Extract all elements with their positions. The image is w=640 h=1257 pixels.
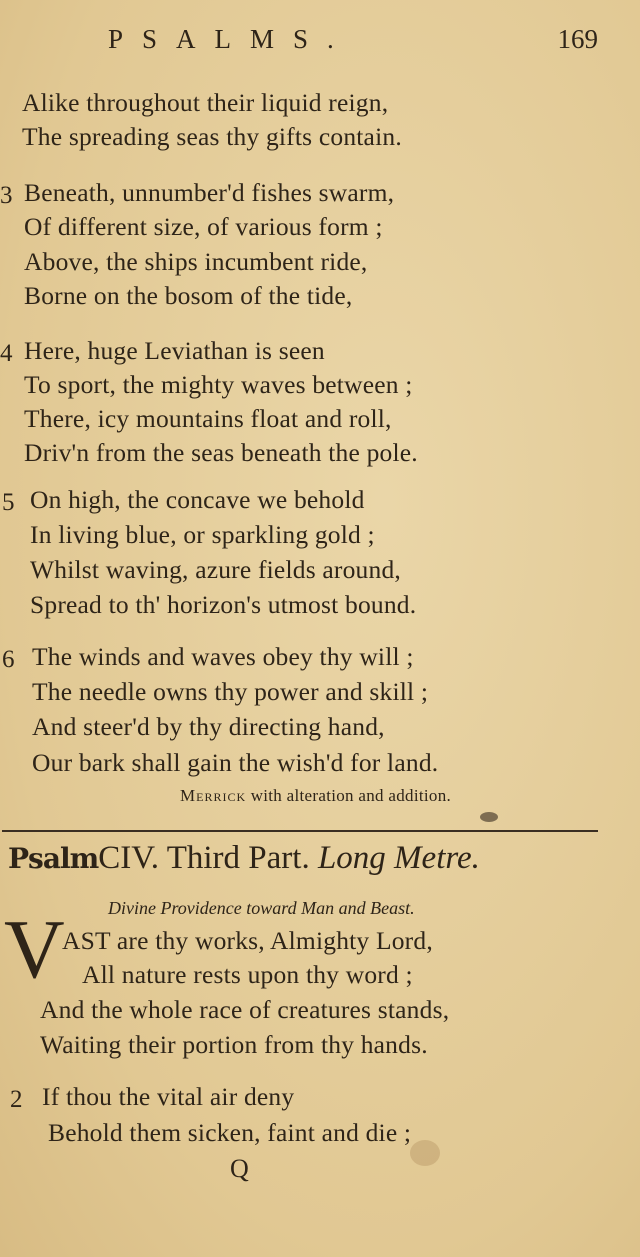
psalm-part: Third Part. bbox=[166, 840, 310, 876]
verse-line: Spread to th' horizon's utmost bound. bbox=[30, 590, 417, 619]
verse-line: The winds and waves obey thy will ; bbox=[32, 642, 414, 671]
psalm-label: Psalm bbox=[8, 842, 99, 875]
attribution-note: with alteration and addition. bbox=[250, 786, 452, 805]
section-divider bbox=[2, 830, 598, 832]
verse-line: And steer'd by thy directing hand, bbox=[32, 712, 385, 741]
stanza-number: 5 bbox=[2, 489, 15, 516]
psalm-meter: Long Metre. bbox=[317, 840, 480, 876]
verse-line: Borne on the bosom of the tide, bbox=[24, 281, 353, 310]
psalm-number: CIV. bbox=[98, 840, 160, 876]
catchword: Q bbox=[230, 1154, 249, 1183]
running-title: PSALMS. bbox=[108, 24, 353, 54]
verse-line: And the whole race of creatures stands, bbox=[40, 995, 450, 1024]
verse-line: Waiting their portion from thy hands. bbox=[40, 1030, 428, 1059]
stanza-number: 4 bbox=[0, 340, 13, 367]
page-header bbox=[0, 24, 640, 64]
stanza-number: 3 bbox=[0, 182, 13, 209]
verse-line: Our bark shall gain the wish'd for land. bbox=[32, 748, 439, 777]
verse-line: Driv'n from the seas beneath the pole. bbox=[24, 438, 418, 467]
verse-line: All nature rests upon thy word ; bbox=[82, 960, 413, 989]
psalm-subtitle: Divine Providence toward Man and Beast. bbox=[108, 898, 415, 918]
attribution-author: Merrick bbox=[180, 786, 247, 805]
verse-line: Behold them sicken, faint and die ; bbox=[48, 1118, 412, 1147]
verse-line: Above, the ships incumbent ride, bbox=[24, 247, 368, 276]
stanza-number: 6 bbox=[2, 646, 15, 673]
verse-line: Alike throughout their liquid reign, bbox=[22, 88, 389, 117]
verse-line: In living blue, or sparkling gold ; bbox=[30, 520, 375, 549]
ink-blot bbox=[480, 812, 498, 822]
verse-line: Beneath, unnumber'd fishes swarm, bbox=[24, 178, 395, 207]
verse-line: AST are thy works, Almighty Lord, bbox=[62, 926, 433, 955]
verse-line: There, icy mountains float and roll, bbox=[24, 404, 392, 433]
verse-line: If thou the vital air deny bbox=[42, 1082, 295, 1111]
verse-line: Here, huge Leviathan is seen bbox=[24, 336, 325, 365]
verse-line: Of different size, of various form ; bbox=[24, 212, 383, 241]
verse-line: Whilst waving, azure fields around, bbox=[30, 555, 401, 584]
paper-stain bbox=[410, 1140, 440, 1166]
verse-line: The needle owns thy power and skill ; bbox=[32, 677, 429, 706]
stanza-number: 2 bbox=[10, 1086, 23, 1113]
verse-line: The spreading seas thy gifts contain. bbox=[22, 122, 402, 151]
verse-line: To sport, the mighty waves between ; bbox=[24, 370, 413, 399]
page-number: 169 bbox=[557, 24, 598, 54]
verse-line: On high, the concave we behold bbox=[30, 485, 365, 514]
psalm-heading bbox=[8, 840, 480, 877]
drop-cap: V bbox=[4, 903, 65, 996]
attribution bbox=[180, 786, 451, 806]
